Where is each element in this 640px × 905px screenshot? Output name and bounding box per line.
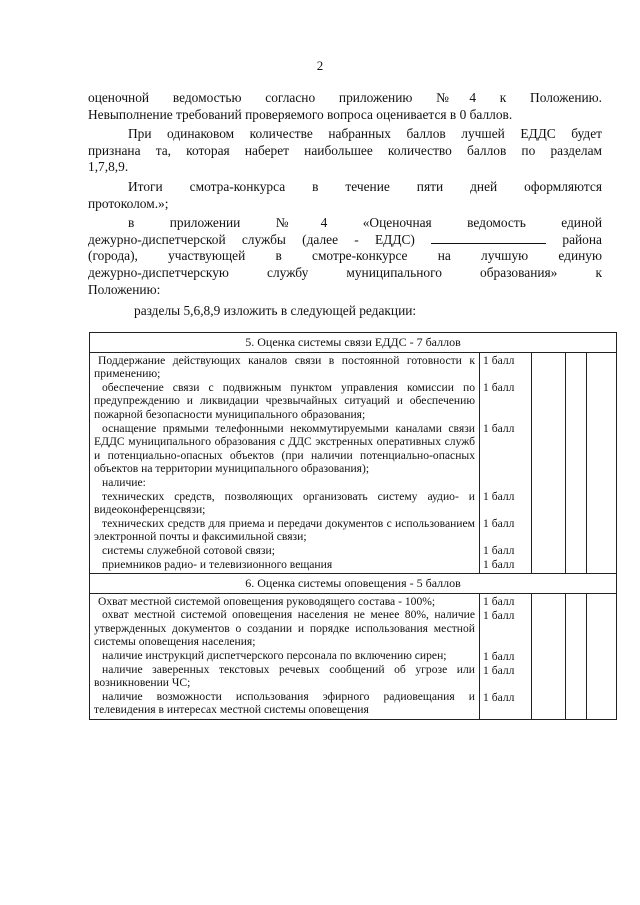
criteria-item: наличие инструкций диспетчерского персонала по включению сирен; (102, 649, 447, 663)
points-item (483, 691, 528, 718)
points-item (483, 476, 528, 490)
points-item (483, 381, 528, 422)
criteria-item: Охват местной системой оповещения руководящего состава - 100%; (98, 594, 436, 608)
empty-score-cell (587, 352, 617, 574)
paragraph-line: оценочной ведомостью согласно приложению №4 к Положению. (88, 90, 602, 105)
criteria-cell (90, 593, 480, 719)
criteria-item: наличие заверенных текстовых речевых сообщений об угрозе или возникновении ЧС; (94, 662, 475, 690)
points-value: 1 балл (483, 353, 515, 367)
paragraph-line (88, 232, 602, 249)
text-fragment: дежурно-диспетчерской службы (далее - ЕДДС) (88, 231, 415, 247)
document-body (88, 90, 602, 320)
points-value: 1 балл (483, 543, 515, 557)
points-item (483, 517, 528, 544)
criteria-item: технических средств, позволяющих организовать систему аудио- и видеоконференцсвязи; (94, 489, 475, 517)
criteria-item: технических средств для приема и передачи документов с использованием электронной почты и факсимильной связи; (94, 516, 475, 544)
page-number: 2 (316, 58, 324, 73)
criteria-cell (90, 352, 480, 574)
paragraph-line: Положению: (88, 281, 161, 297)
points-cell (480, 352, 532, 574)
paragraph-line: признана та, которая наберет наибольшее количество баллов по разделам (88, 142, 602, 158)
paragraph-line: в приложении №4 «Оценочная ведомость единой (128, 215, 602, 231)
paragraph-line: Итоги смотра-конкурса в течение пяти дней оформляются (128, 178, 602, 194)
paragraph-line: Невыполнение требований проверяемого вопроса оценивается в 0 баллов. (88, 106, 513, 122)
points-cell (480, 593, 532, 719)
criteria-item: обеспечение связи с подвижным пунктом управления комиссии по предупреждению и ликвидации чрезвычайных ситуаций и обеспечению пожарной безопасности муниципального образования; (94, 380, 475, 421)
paragraph-line: При одинаковом количестве набранных баллов лучшей ЕДДС будет (128, 126, 602, 142)
points-item (483, 490, 528, 517)
points-value: 1 балл (483, 594, 515, 608)
section-body-row (90, 352, 617, 574)
empty-score-cell (566, 352, 587, 574)
points-item (483, 422, 528, 476)
text-fragment: района (562, 231, 602, 247)
points-item (483, 664, 528, 691)
paragraph-line: разделы 5,6,8,9 изложить в следующей редакции: (134, 303, 417, 319)
criteria-item: наличие: (102, 475, 146, 489)
section-header-row (90, 574, 617, 594)
points-value: 1 балл (483, 557, 515, 571)
points-value: 1 балл (483, 663, 515, 677)
empty-score-cell (532, 352, 566, 574)
blank-line (431, 232, 546, 244)
points-item (483, 558, 528, 572)
points-item (483, 650, 528, 664)
criteria-item: приемников радио- и телевизионного вещания (102, 557, 333, 571)
evaluation-table (89, 332, 617, 720)
points-item (483, 609, 528, 650)
points-value: 1 балл (483, 649, 515, 663)
empty-score-cell (566, 593, 587, 719)
empty-score-cell (587, 593, 617, 719)
paragraph-line: дежурно-диспетчерскую службу муниципального образования» к (88, 264, 602, 280)
section-header-row (90, 333, 617, 353)
points-value: 1 балл (483, 608, 515, 622)
points-item (483, 544, 528, 558)
paragraph-line: 1,7,8,9. (88, 159, 129, 175)
criteria-item: Поддержание действующих каналов связи в постоянной готовности к применению; (94, 353, 475, 381)
points-value: 1 балл (483, 421, 515, 435)
section-title: 6. Оценка системы оповещения - 5 баллов (90, 574, 617, 594)
criteria-item: оснащение прямыми телефонными некоммутируемыми каналами связи ЕДДС муниципального образования с ДДС экстренных оперативных служб и потенциально-опасных объектов (при наличии потенциально-опасных объектов на территории муниципального образования); (94, 421, 475, 476)
criteria-item: системы служебной сотовой связи; (102, 543, 275, 557)
points-value: 1 балл (483, 516, 515, 530)
points-item (483, 354, 528, 381)
points-value: 1 балл (483, 690, 515, 704)
section-title: 5. Оценка системы связи ЕДДС - 7 баллов (90, 333, 617, 353)
section-body-row (90, 593, 617, 719)
points-item (483, 595, 528, 609)
points-value: 1 балл (483, 489, 515, 503)
criteria-item: наличие возможности использования эфирного радиовещания и телевидения в интересах местной системы оповещения (94, 689, 475, 717)
paragraph-line: (города), участвующей в смотре-конкурсе на лучшую единую (88, 248, 602, 264)
empty-score-cell (532, 593, 566, 719)
criteria-item: охват местной системой оповещения населения не менее 80%, наличие утвержденных документов о создании и порядке использования местной системы оповещения населения; (94, 608, 475, 649)
paragraph-line: протоколом.»; (88, 195, 169, 211)
points-value: 1 балл (483, 380, 515, 394)
